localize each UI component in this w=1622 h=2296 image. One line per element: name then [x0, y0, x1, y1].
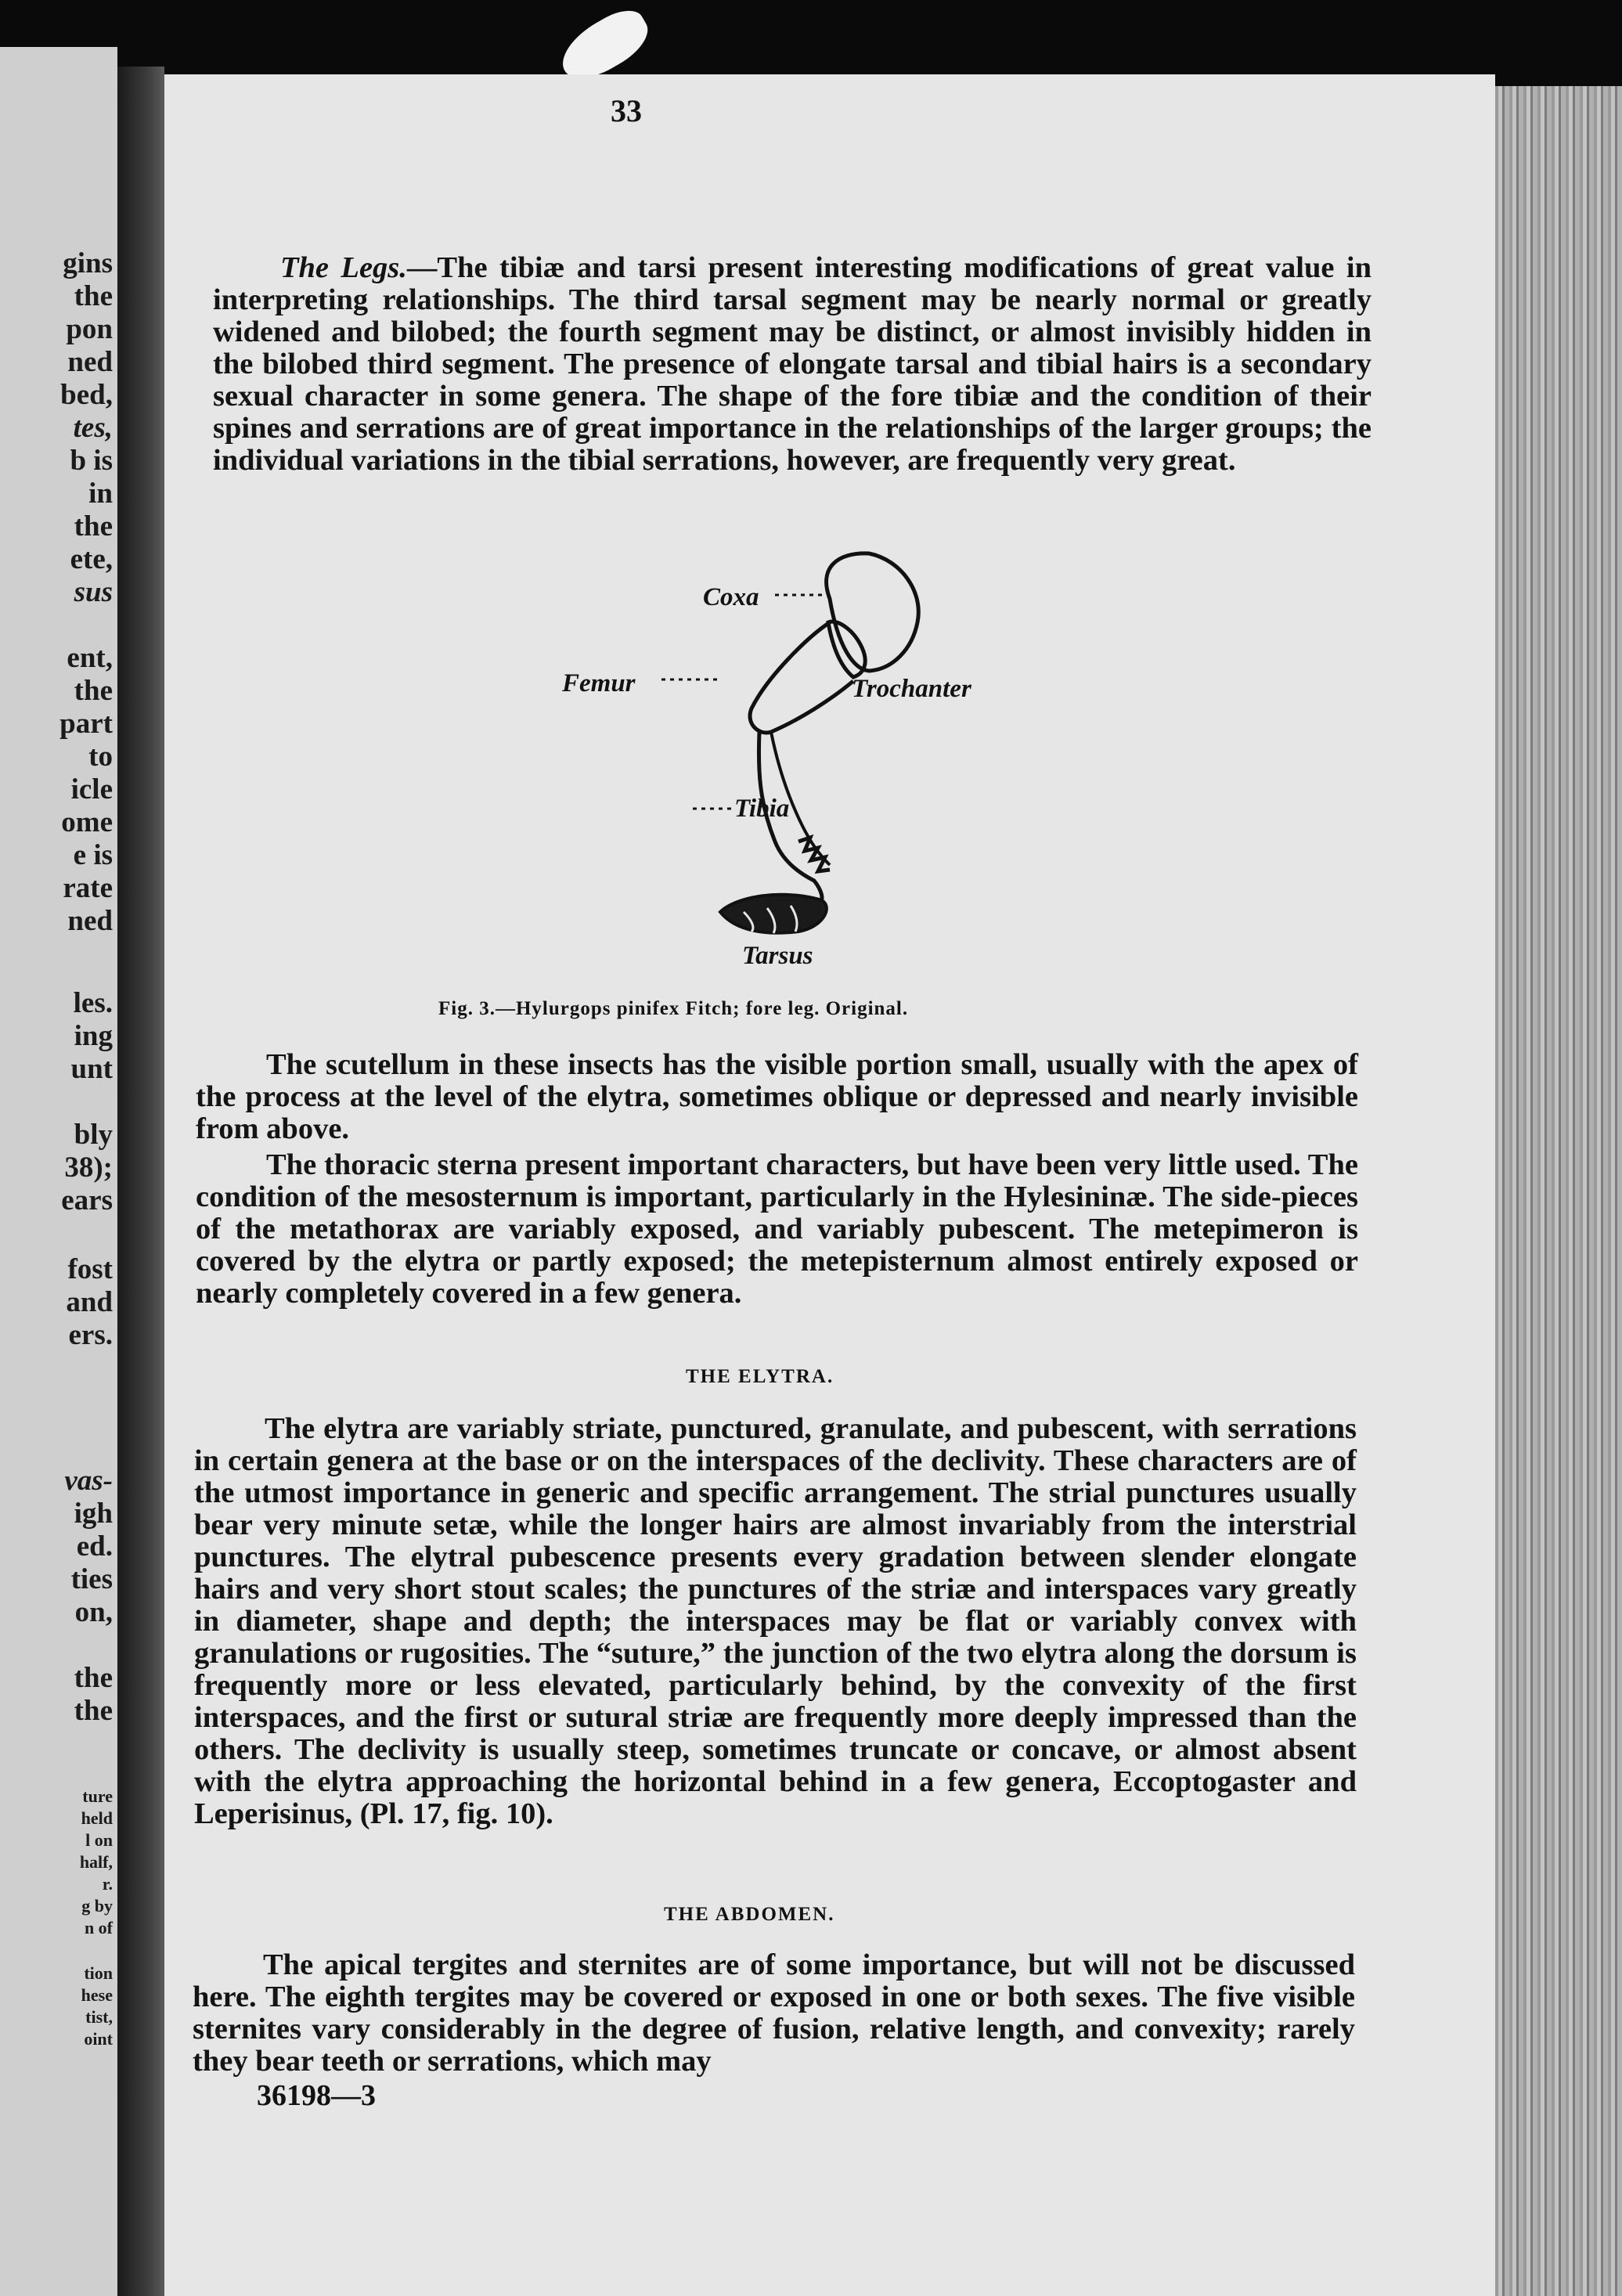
left-line: ned	[67, 905, 113, 937]
tarsus-outline	[720, 895, 827, 933]
left-line: the	[74, 675, 113, 707]
label-femur: Femur	[562, 669, 636, 697]
left-line: oint	[84, 2029, 113, 2049]
left-line: and	[66, 1286, 113, 1318]
left-line: bly	[74, 1119, 113, 1151]
left-line: half,	[79, 1852, 113, 1872]
left-line: tist,	[85, 2007, 113, 2027]
figure-caption: Fig. 3.—Hylurgops pinifex Fitch; fore leg. Original.	[438, 998, 909, 1019]
page-number: 33	[611, 93, 642, 128]
left-line: 38);	[64, 1152, 113, 1184]
left-line: fost	[67, 1253, 113, 1285]
legs-run-in-heading: The Legs.	[280, 251, 407, 284]
label-tibia: Tibia	[734, 795, 790, 823]
left-line: n of	[84, 1918, 113, 1937]
elytra-heading: THE ELYTRA.	[686, 1366, 834, 1387]
left-line: l on	[85, 1830, 113, 1850]
leg-illustration	[642, 544, 1018, 982]
page-edges	[1495, 86, 1622, 2296]
label-trochanter: Trochanter	[852, 675, 971, 703]
left-line: les.	[73, 987, 113, 1019]
left-line: rate	[63, 872, 113, 904]
coxa-outline	[827, 553, 919, 671]
left-line: pon	[66, 313, 113, 345]
left-line: bed,	[60, 379, 113, 411]
legs-text: —The tibiæ and tarsi present interesting modifications of great value in interpreting relationships. The third tarsal segment may be nearly normal or greatly widened and bilobed; the fourth segment may be distinct, or almost invisibly hidden in the bilobed third segment. The presence of elongate tarsal and tibial hairs is a secondary sexual character in some genera. The shape of the fore tibiæ and the condition of their spines and serrations are of great importance in the relationships of the larger groups; the individual variations in the tibial serrations, however, are frequently very great.	[213, 251, 1372, 477]
left-line: part	[59, 708, 113, 740]
left-line: ome	[61, 806, 113, 838]
left-line: e is	[73, 839, 113, 871]
abdomen-paragraph: The apical tergites and sternites are of some importance, but will not be discussed here. The eighth tergites may be covered or exposed in one or both sexes. The five visible sternites vary considerably in the degree of fusion, relative length, and convexity; rarely they bear teeth or serrations, which may	[193, 1948, 1355, 2078]
left-line: ers.	[68, 1319, 113, 1351]
label-coxa: Coxa	[703, 583, 759, 611]
left-line: b is	[70, 445, 113, 477]
abdomen-heading: THE ABDOMEN.	[664, 1904, 835, 1925]
left-line: on,	[74, 1596, 113, 1628]
facing-page-fragment	[0, 47, 117, 2296]
left-line: held	[81, 1808, 113, 1828]
left-line: ned	[67, 346, 113, 378]
left-line: r.	[102, 1874, 113, 1894]
left-line: tes,	[73, 412, 113, 444]
legs-paragraph	[213, 252, 1371, 477]
elytra-paragraph: The elytra are variably striate, punctured, granulate, and pubescent, with serrations in certain genera at the base or on the interspaces of the declivity. These characters are of the utmost importance in generic and specific arrangement. The strial punctures usually bear very minute setæ, while the longer hairs are almost invariably from the interstrial punctures. The elytral pubescence presents every gradation between slender elongate hairs and very short stout scales; the punctures of the striæ and interspaces vary greatly in diameter, shape and depth; the interspaces may be flat or variably convex with granulations or rugosities. The “suture,” the junction of the two elytra along the dorsum is frequently more or less elevated, particularly behind, by the convexity of the first interspaces, and the first or sutural striæ are frequently more deeply impressed than the others. The declivity is usually steep, sometimes truncate or concave, or almost absent with the elytra approaching the horizontal behind in a few genera, Eccoptogaster and Leperisinus, (Pl. 17, fig. 10).	[194, 1412, 1357, 1830]
left-line: g by	[81, 1896, 113, 1916]
left-line: ties	[70, 1563, 113, 1595]
femur-outline	[750, 622, 853, 733]
left-line: ears	[61, 1184, 113, 1216]
tibial-spines	[798, 838, 830, 871]
left-line: ete,	[70, 543, 113, 575]
left-line: ing	[74, 1020, 113, 1052]
left-line: vas-	[64, 1465, 113, 1497]
print-code: 36198—3	[257, 2079, 376, 2112]
left-line: ture	[82, 1786, 113, 1806]
label-tarsus: Tarsus	[742, 942, 813, 970]
left-line: sus	[74, 576, 113, 608]
left-line: the	[74, 1695, 113, 1727]
left-line: tion	[84, 1963, 113, 1983]
left-line: to	[88, 741, 113, 773]
left-line: the	[74, 280, 113, 312]
left-line: hese	[81, 1985, 113, 2005]
left-line: ent,	[67, 642, 113, 674]
left-line: in	[88, 478, 113, 510]
left-line: igh	[74, 1498, 113, 1530]
book-spine	[117, 67, 164, 2296]
left-line: gins	[63, 247, 113, 279]
left-line: ed.	[76, 1530, 113, 1563]
left-line: unt	[70, 1053, 113, 1085]
sterna-paragraph: The thoracic sterna present important characters, but have been very little used. The condition of the mesosternum is important, particularly in the Hylesininæ. The side-pieces of the metathorax are variably exposed, and variably pubescent. The metepimeron is covered by the elytra or partly exposed; the metepisternum almost entirely exposed or nearly completely covered in a few genera.	[196, 1148, 1358, 1310]
left-line: icle	[70, 773, 113, 806]
left-line: the	[74, 1662, 113, 1694]
scutellum-paragraph: The scutellum in these insects has the visible portion small, usually with the apex of the process at the level of the elytra, sometimes oblique or depressed and nearly invisible from above.	[196, 1048, 1358, 1145]
left-line: the	[74, 510, 113, 542]
